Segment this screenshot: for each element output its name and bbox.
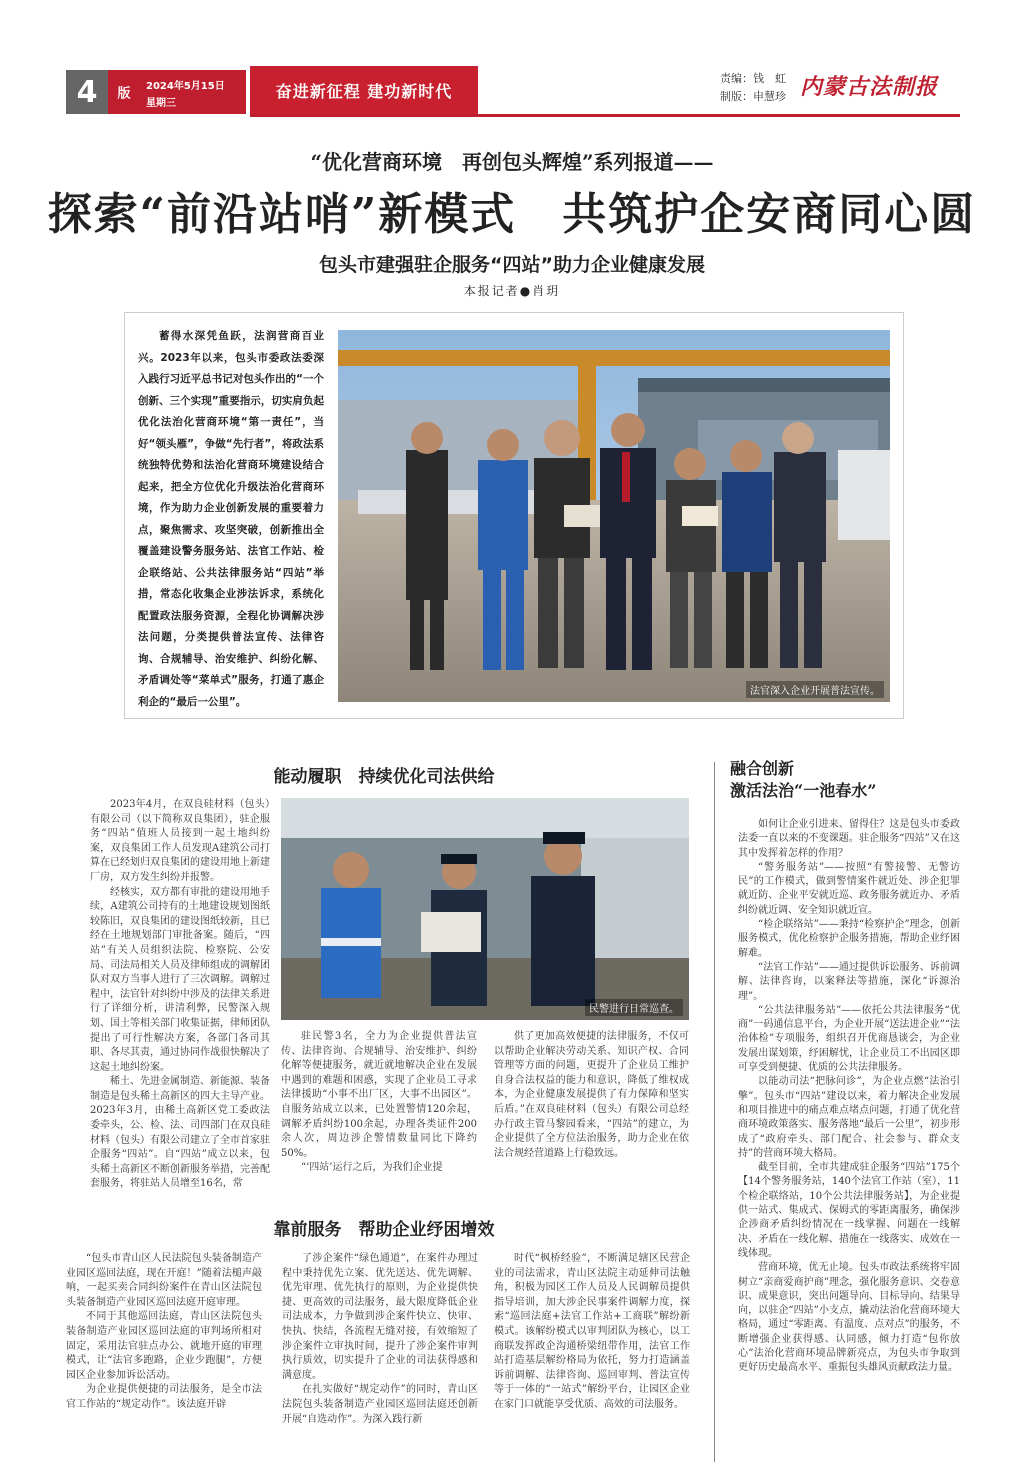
photo-police-patrol <box>281 798 689 1020</box>
photo1-caption: 法官深入企业开展普法宣传。 <box>746 681 884 698</box>
issue-date <box>136 70 246 114</box>
paragraph: 截至目前，全市共建成驻企服务“四站”175个【14个警务服务站，140个法官工作站（室），11个检企联络站，10个公共法律服务站】，为企业提供一站式、集成式、保姆式的零距离服务，确保涉企涉商矛盾纠纷情况在一线掌握、问题在一线解决、矛盾在一线化解、措施在一线落实、成效在一线体现。 <box>738 1162 960 1259</box>
paragraph: 不同于其他巡回法庭，青山区法院包头装备制造产业园区巡回法庭的审判场所相对固定，采用法官驻点办公、就地开庭的审理模式，让“法官多跑路，企业少跑腿”，方便园区企业参加诉讼活动。 <box>66 1311 262 1381</box>
column-divider <box>714 762 715 1462</box>
section2-col2 <box>282 1252 478 1460</box>
paragraph: 如何让企业引进来、留得住？这是包头市委政法委一直以来的不变课题。驻企服务“四站”又在这其中发挥着怎样的作用？ <box>738 819 960 859</box>
paragraph: 2023年4月，在双良硅材料（包头）有限公司（以下简称双良集团），驻企服务“四站”值班人员接到一起土地纠纷案，双良集团工作人员发现A建筑公司打算在已经划归双良集团的建设用地上新建厂房，双方发生纠纷并报警。 <box>90 799 270 883</box>
section3-heading-line2: 激活法治“一池春水” <box>730 781 877 800</box>
page-number: 4 <box>66 70 108 114</box>
section1-heading: 能动履职 持续优化司法供给 <box>273 767 495 787</box>
section2-col3 <box>494 1252 690 1460</box>
paragraph: 营商环境，优无止境。包头市政法系统将牢固树立“亲商爱商护商”理念，强化服务意识、交卷意识、成果意识，突出问题导向、目标导向、结果导向，以驻企“四站”小支点，撬动法治化营商环境大格局，通过“零距离、有温度、点对点”的服务，不断增强企业获得感、认同感，倾力打造“包你放心”法治化营商环境品牌新亮点，为包头市争取到更好历史最高水平、重振包头雄风贡献政法力量。 <box>738 1262 960 1374</box>
paragraph: 经核实，双方都有审批的建设用地手续，A建筑公司持有的土地建设规划图纸较陈旧，双良集团的建设图纸较新，且已经在土地规划部门审批备案。随后，“四站”有关人员组织法院、检察院、公安局、司法局相关人员及律师组成的调解团队对双方当事人进行了三次调解。调解过程中，法官针对纠纷中涉及的法律关系进行了详细分析，讲清利弊，民警深入规划、国土等相关部门收集证据，律师团队提出了可行性解决方案，各部门各司其职、各尽其责，通过协同作战很快解决了这起土地纠纷案。 <box>90 886 270 1073</box>
paragraph: “检企联络站”——秉持“检察护企”理念，创新服务模式，优化检察护企服务措施，帮助企业纾困解难。 <box>738 919 960 959</box>
header-rule <box>250 114 960 117</box>
series-kicker: “优化营商环境 再创包头辉煌”系列报道—— <box>310 150 714 174</box>
editor: 责编：钱 虹 <box>720 72 786 85</box>
designer: 制版：申慧珍 <box>720 90 786 103</box>
newspaper-logo: 内蒙古法制报 <box>800 74 939 100</box>
paragraph: 为企业提供便捷的司法服务，是全市法官工作站的“规定动作”。该法庭开辟 <box>66 1384 262 1410</box>
paragraph: “法官工作站”——通过提供诉讼服务、诉前调解、法律咨询，以案释法等措施，深化“诉源治理”。 <box>738 961 960 1002</box>
date-text: 2024年5月15日 <box>146 81 225 92</box>
section3-heading <box>730 758 930 802</box>
paragraph: “警务服务站”——按照“有警接警、无警访民”的工作模式，做到警情案件就近处、涉企犯罪就近防、企业平安就近巡、政务服务就近办、矛盾纠纷就近调、安全知识就近宣。 <box>738 861 960 916</box>
section1-col1 <box>90 798 270 1208</box>
photo2-caption: 民警进行日常巡查。 <box>585 999 683 1016</box>
paragraph: 稀土、先进金属制造、新能源、装备制造是包头稀土高新区的四大主导产业。2023年3月，由稀土高新区党工委政法委牵头，公、检、法、司四部门在双良硅材料（包头）有限公司建立了全市首家驻企服务“四站”。自“四站”成立以来，包头稀土高新区不断创新服务举措，完善配套服务，将驻站人员增至16名，常 <box>90 1076 270 1190</box>
section3-heading-line1: 融合创新 <box>730 759 795 778</box>
section2-col1 <box>66 1252 262 1460</box>
intro-text: 蓄得水深凭鱼跃，法润营商百业兴。2023年以来，包头市委政法委深入践行习近平总书记对包头作出的“一个创新、三个实现”重要指示，切实肩负起优化法治化营商环境“第一责任”，当好“领头雁”，争做“先行者”，将政法系统独特优势和法治化营商环境建设结合起来，把全方位优化升级法治化营商环境，作为助力企业创新发展的重要着力点，聚焦需求、攻坚突破，创新推出全覆盖建设警务服务站、法官工作站、检企联络站、公共法律服务站“四站”举措，常态化收集企业涉法诉求，系统化配置政法服务资源，全程化协调解决涉法问题，分类提供普法宣传、法律咨询、合规辅导、治安维护、纠纷化解、矛盾调处等“菜单式”服务，打通了惠企利企的“最后一公里”。 <box>138 330 324 708</box>
paragraph: 以能动司法“把脉问诊”，为企业点燃“法治引擎”。包头市“四站”建设以来，着力解决企业发展和项目推进中的痛点难点堵点问题，打通了优化营商环境政策落实、服务落地“最后一公里”，初步形成了“政府牵头、部门配合、社会参与、群众支持”的营商环境大格局。 <box>738 1076 960 1159</box>
page-suffix: 版 <box>108 70 136 114</box>
weekday-text: 星期三 <box>146 98 176 109</box>
paragraph: 供了更加高效便捷的法律服务，不仅可以帮助企业解决劳动关系、知识产权、合同管理等方面的问题，更提升了企业员工维护自身合法权益的能力和意识，降低了维权成本，为企业健康发展提供了有力保障和坚实后盾。”在双良硅材料（包头）有限公司总经办行政主管马黎园看来，“四站”的建立，为企业提供了全方位法治服务，助力企业在依法合规经营道路上行稳致远。 <box>494 1031 689 1159</box>
headline: 探索“前沿站哨”新模式 共筑护企安商同心圆 <box>47 189 977 240</box>
section1-col3 <box>494 1030 689 1195</box>
editor-credits <box>720 70 786 106</box>
photo-illustration <box>281 798 689 1020</box>
section1-col2 <box>281 1030 477 1195</box>
paragraph: “包头市青山区人民法院包头装备制造产业园区巡回法庭，现在开庭！”随着法槌声敲响，一起买卖合同纠纷案件在青山区法院包头装备制造产业园区巡回法庭开庭审理。 <box>66 1253 262 1308</box>
paragraph: 在扎实做好“规定动作”的同时，青山区法院包头装备制造产业园区巡回法庭还创新开展“自选动作”。为深入践行新 <box>282 1384 478 1425</box>
section3-col <box>738 818 960 1466</box>
paragraph: 了涉企案件“绿色通道”，在案件办理过程中秉持优先立案、优先送达、优先调解、优先审理、优先执行的原则，为企业提供快捷、更高效的司法服务，最大限度降低企业司法成本，力争做到涉企案件快立、快审、快执、快结，各流程无缝对接，有效缩短了涉企案件立审执时间，提升了涉企案件审判执行质效，切实提升了企业的司法获得感和满意度。 <box>282 1253 478 1381</box>
subheadline: 包头市建强驻企服务“四站”助力企业健康发展 <box>319 254 705 276</box>
section2-heading: 靠前服务 帮助企业纾困增效 <box>273 1220 495 1240</box>
photo-lawyers-with-workers <box>338 330 890 702</box>
photo-illustration <box>338 330 890 702</box>
paragraph: “公共法律服务站”——依托公共法律服务“优商”一码通信息平台，为企业开展“送法进企业”“法治体检”专项服务，组织召开优商恳谈会，为企业发展出谋划策，纾困解忧，让企业员工不出园区即可享受到便捷、优质的公共法律服务。 <box>738 1004 960 1074</box>
byline: 本报记者●肖玥 <box>463 284 561 298</box>
slogan-banner: 奋进新征程 建功新时代 <box>250 66 478 114</box>
paragraph: 驻民警3名，全力为企业提供普法宣传、法律咨询、合规辅导、治安维护、纠纷化解等便捷服务，就近就地解决企业在发展中遇到的难题和困惑，实现了企业员工寻求法律援助“小事不出厂区，大事不出园区”。自服务站成立以来，已处置警情120余起，调解矛盾纠纷100余起，办理各类证件200余人次，周边涉企警情数量同比下降约50%。 <box>281 1031 477 1159</box>
paragraph: “‘四站’运行之后，为我们企业提 <box>301 1162 443 1174</box>
paragraph: 时代“枫桥经验”，不断满足辖区民营企业的司法需求，青山区法院主动延伸司法触角，积极为园区工作人员及人民调解员提供指导培训，加大涉企民事案件调解力度，探索“巡回法庭+法官工作站+工商联”解纷新模式。该解纷模式以审判团队为核心，以工商联发挥政企沟通桥梁纽带作用，法官工作站打造基层解纷格局为依托，努力打造涵盖诉前调解、法律咨询、巡回审判、普法宣传等于一体的“一站式”解纷平台，让园区企业在家门口就能享受优质、高效的司法服务。 <box>494 1253 690 1410</box>
